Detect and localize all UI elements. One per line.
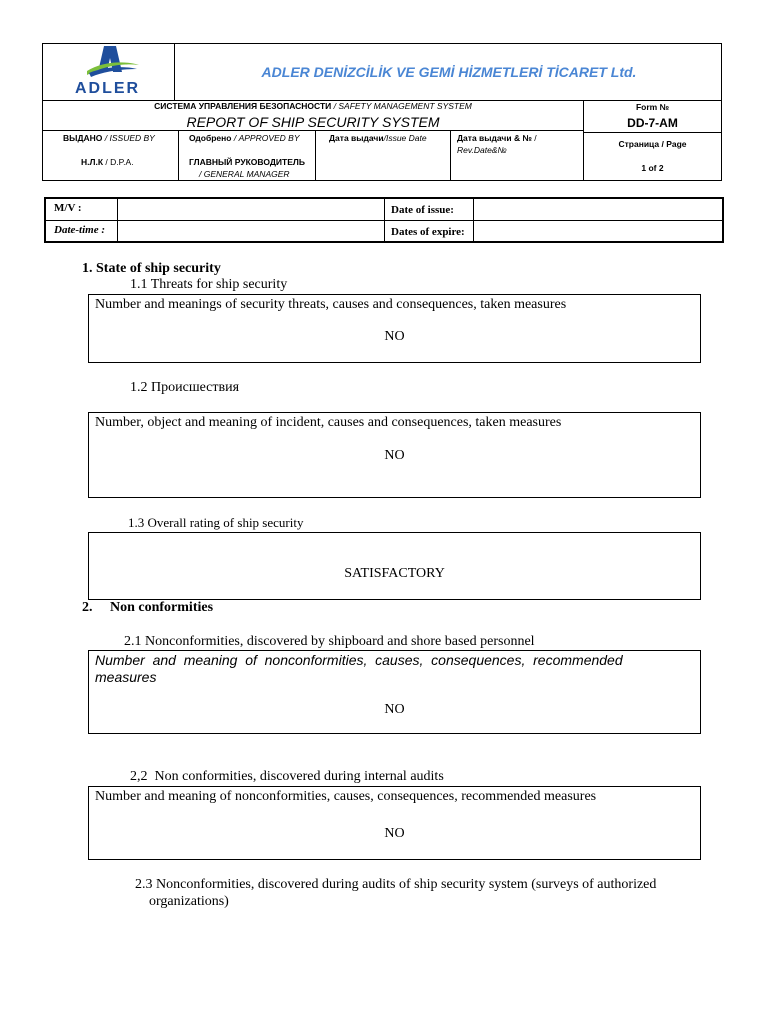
issue-date-label <box>329 133 427 143</box>
nonconformities-personnel-label-1: Number and meaning of nonconformities, causes, consequences, recommended <box>95 652 623 668</box>
nonconformities-personnel-label-2: measures <box>95 669 157 685</box>
rating-box <box>88 532 701 600</box>
issue-date-ru: Дата выдачи <box>329 133 384 143</box>
datetime-value[interactable] <box>122 224 377 240</box>
section-2-title: Non conformities <box>110 600 214 615</box>
incidents-label: Number, object and meaning of incident, causes and consequences, taken measures <box>95 415 562 430</box>
approved-by-value-en: / GENERAL MANAGER <box>199 169 290 179</box>
section-2-2-title: 2,2 Non conformities, discovered during internal audits <box>130 769 444 784</box>
section-1-3-title: 1.3 Overall rating of ship security <box>128 515 304 530</box>
rev-date-en: Rev.Date&№ <box>457 145 507 155</box>
logo-text: ADLER <box>75 80 141 97</box>
company-logo <box>43 44 175 100</box>
incidents-value[interactable]: NO <box>384 448 405 463</box>
rev-date-label <box>457 133 537 143</box>
issue-date-field-value[interactable] <box>478 202 718 218</box>
approved-by-value-ru: ГЛАВНЫЙ РУКОВОДИТЕЛЬ <box>189 157 305 167</box>
mv-value[interactable] <box>122 202 377 218</box>
rating-value[interactable]: SATISFACTORY <box>344 566 445 581</box>
report-title: REPORT OF SHIP SECURITY SYSTEM <box>186 114 440 130</box>
system-en: / SAFETY MANAGEMENT SYSTEM <box>331 101 472 111</box>
section-2-number: 2. <box>82 600 93 615</box>
internal-audits-box <box>88 786 701 860</box>
approved-en: / APPROVED BY <box>231 133 300 143</box>
system-ru: СИСТЕМА УПРАВЛЕНИЯ БЕЗОПАСНОСТИ <box>154 101 332 111</box>
threats-box <box>88 294 701 363</box>
form-value: DD-7-AM <box>627 116 678 130</box>
section-2-3-title-line-2: organizations) <box>149 894 229 909</box>
issued-by-ru: ВЫДАНО <box>63 133 103 143</box>
rev-slash: / <box>531 133 537 143</box>
issue-date-field-label: Date of issue: <box>391 204 454 216</box>
section-1-2-title: 1.2 Происшествия <box>130 380 240 395</box>
issued-by-value-ru: Н.Л.К <box>81 157 104 167</box>
internal-audits-label: Number and meaning of nonconformities, causes, consequences, recommended measures <box>95 789 597 804</box>
rev-ru: Дата выдачи & № <box>457 133 532 143</box>
company-name: ADLER DENİZCİLİK VE GEMİ HİZMETLERİ TİCARET Ltd. <box>261 64 637 80</box>
management-system-line <box>43 101 583 111</box>
vessel-info-table <box>44 197 724 243</box>
expire-date-value[interactable] <box>478 224 718 240</box>
issued-by-label <box>63 133 155 143</box>
expire-date-label: Dates of expire: <box>391 226 465 238</box>
issue-date-en: /Issue Date <box>383 133 427 143</box>
threats-label: Number and meanings of security threats, causes and consequences, taken measures <box>95 297 567 312</box>
section-1-1-title: 1.1 Threats for ship security <box>130 277 288 292</box>
nonconformities-personnel-box <box>88 650 701 734</box>
incidents-box <box>88 412 701 498</box>
mv-label: M/V : <box>54 202 82 214</box>
page-value: 1 of 2 <box>641 163 664 173</box>
datetime-label: Date-time : <box>54 224 106 236</box>
section-2-3-title-line-1: 2.3 Nonconformities, discovered during audits of ship security system (surveys of authorized <box>135 877 657 892</box>
section-1-title: 1. State of ship security <box>82 261 221 276</box>
issued-by-value-en: / D.P.A. <box>103 157 134 167</box>
nonconformities-personnel-value[interactable]: NO <box>384 702 405 717</box>
document-header <box>42 43 722 181</box>
form-label: Form № <box>635 102 670 112</box>
page-label: Страница / Page <box>618 139 687 149</box>
section-2-1-title: 2.1 Nonconformities, discovered by shipboard and shore based personnel <box>124 634 535 649</box>
approved-by-label <box>189 133 300 143</box>
internal-audits-value[interactable]: NO <box>384 826 405 841</box>
issued-by-value <box>81 157 134 167</box>
issued-by-en: / ISSUED BY <box>102 133 155 143</box>
threats-value[interactable]: NO <box>384 329 405 344</box>
approved-ru: Одобрено <box>189 133 232 143</box>
